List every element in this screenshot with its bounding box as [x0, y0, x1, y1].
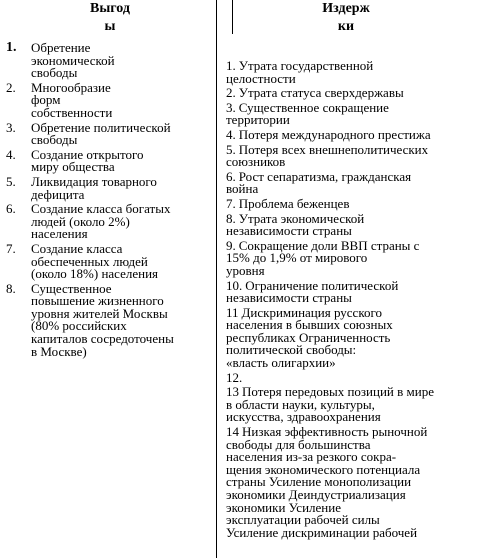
costs-item	[226, 168, 482, 197]
gains-item-text: Обретение политической свободы	[31, 119, 171, 148]
costs-item-text: Дискриминация русского населения в бывших союзных республиках Ограниченность политической свободы: «власть олигархии»	[226, 304, 393, 371]
header-divider-tick	[232, 0, 233, 34]
gains-list	[6, 42, 212, 358]
gains-item-number: 3.	[6, 119, 16, 135]
costs-item-text: Утрата экономической независимости страны	[226, 210, 365, 239]
costs-list	[226, 60, 482, 539]
costs-item-text: Низкая эффективность рыночной свободы для большинства населения из-за резкого сокра- щения экономического потенциала страны Усиление монополизации экономики Деиндустриализация экономики Усиление эксплуатации рабочей силы Усиление дискриминации рабочей	[226, 424, 428, 540]
costs-item-number: 2.	[226, 85, 236, 101]
costs-item-number: 14	[226, 424, 239, 440]
costs-item-text: Потеря всех внешнеполитических союзников	[226, 141, 429, 170]
costs-item	[226, 126, 482, 142]
costs-item-text: Потеря передовых позиций в мире в области науки, культуры, искусства, здравоохранения	[226, 384, 434, 425]
costs-item-number: 1.	[226, 58, 236, 73]
costs-item	[226, 87, 482, 100]
gains-item	[6, 173, 212, 202]
costs-heading: Издерж ки	[322, 1, 370, 34]
gains-item-text: Создание открытого миру общества	[31, 146, 144, 175]
costs-item	[226, 141, 482, 170]
costs-item-text: Рост сепаратизма, гражданская война	[226, 168, 412, 197]
costs-item-number: 10.	[226, 277, 243, 293]
gains-heading: Выгод ы	[90, 1, 130, 34]
gains-item-text: Существенное повышение жизненного уровня жителей Москвы (80% российских капиталов сосредоточены в Москве)	[31, 280, 174, 359]
gains-item	[6, 146, 212, 175]
gains-item-text: Многообразие форм собственности	[31, 79, 113, 120]
gains-item-text: Ликвидация товарного дефицита	[31, 173, 157, 202]
costs-item-text: Ограничение политической независимости страны	[226, 277, 399, 306]
gains-item-number: 2.	[6, 79, 16, 95]
costs-item	[226, 304, 482, 371]
costs-item-number: 8.	[226, 210, 236, 226]
costs-item-text: Существенное сокращение территории	[226, 99, 389, 128]
costs-item-text: Утрата государственной целостности	[226, 58, 374, 86]
costs-item	[226, 386, 482, 424]
gains-item	[6, 42, 212, 80]
costs-item-number: 7.	[226, 195, 236, 211]
gains-item	[6, 203, 212, 241]
gains-item-text: Создание класса обеспеченных людей (около 18%) населения	[31, 240, 159, 282]
gains-item-number: 6.	[6, 201, 16, 217]
costs-item	[226, 237, 482, 278]
costs-item-number: 6.	[226, 168, 236, 184]
costs-item-number: 9.	[226, 237, 236, 253]
costs-item-number: 4.	[226, 126, 236, 142]
gains-item-text: Создание класса богатых людей (около 2%) населения	[31, 201, 171, 242]
gains-item-number: 1.	[6, 40, 17, 55]
costs-item-number: 5.	[226, 141, 236, 157]
costs-item	[226, 195, 482, 211]
gains-item	[6, 240, 212, 282]
gains-item-number: 5.	[6, 173, 16, 189]
costs-item-text: Утрата статуса сверхдержавы	[238, 85, 404, 101]
costs-item	[226, 60, 482, 85]
gains-item-text: Обретение экономической свободы	[31, 40, 115, 81]
costs-item	[226, 426, 482, 539]
costs-item-text: Сокращение доли ВВП страны с 15% до 1,9% от мирового уровня	[226, 237, 420, 278]
gains-item-number: 4.	[6, 146, 16, 162]
costs-item-text: Проблема беженцев	[238, 195, 350, 211]
costs-item-number: 3.	[226, 99, 236, 115]
costs-item	[226, 99, 482, 128]
costs-item-number: 13	[226, 384, 239, 400]
gains-item	[6, 280, 212, 359]
gains-item	[6, 119, 212, 148]
gains-item-number: 7.	[6, 240, 16, 256]
gains-item	[6, 79, 212, 120]
costs-item-number: 12.	[226, 369, 243, 385]
costs-item	[226, 277, 482, 306]
column-divider	[216, 0, 217, 558]
costs-item-number: 11	[226, 304, 239, 320]
costs-item	[226, 210, 482, 239]
costs-item-text: Потеря международного престижа	[238, 126, 431, 142]
gains-item-number: 8.	[6, 280, 16, 296]
costs-item	[226, 369, 482, 385]
